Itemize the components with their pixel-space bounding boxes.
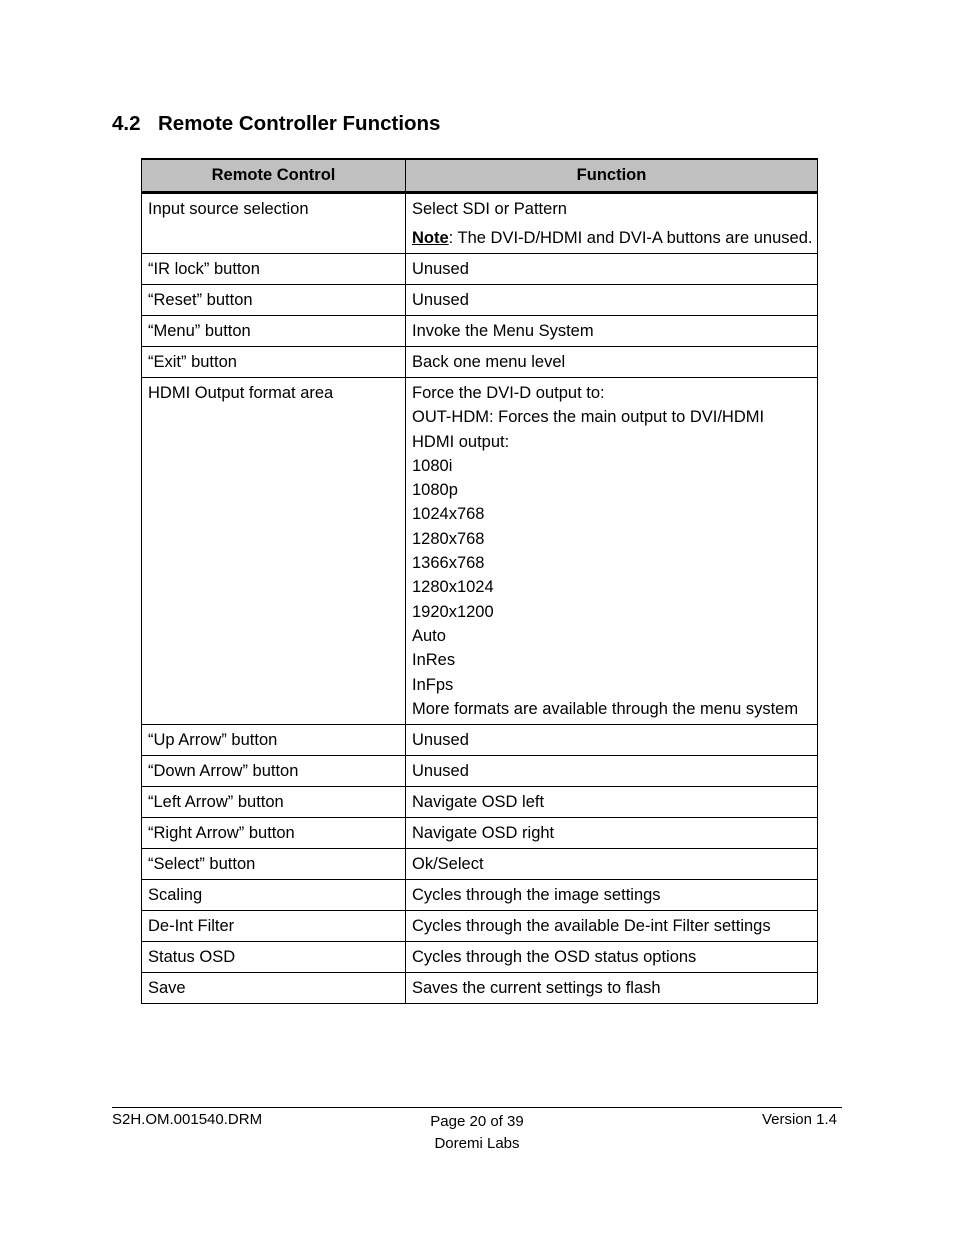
footer-version: Version 1.4 bbox=[761, 1111, 837, 1128]
hdmi-format-line: 1280x768 bbox=[412, 529, 485, 548]
cell-function: Navigate OSD right bbox=[406, 817, 818, 848]
cell-control: HDMI Output format area bbox=[142, 378, 406, 725]
hdmi-format-line: Auto bbox=[412, 626, 446, 645]
cell-function: Cycles through the image settings bbox=[406, 879, 818, 910]
table-row bbox=[142, 848, 818, 879]
table-row bbox=[142, 316, 818, 347]
table-row bbox=[142, 786, 818, 817]
footer-divider bbox=[112, 1107, 842, 1108]
remote-controller-table bbox=[141, 158, 818, 1004]
header-remote-control: Remote Control bbox=[142, 159, 406, 193]
cell-control: “Reset” button bbox=[142, 285, 406, 316]
cell-control: “Exit” button bbox=[142, 347, 406, 378]
hdmi-format-line: InRes bbox=[412, 651, 456, 670]
note-text: : The DVI-D/HDMI and DVI-A buttons are unused. bbox=[448, 229, 813, 247]
cell-function: Unused bbox=[406, 254, 818, 285]
hdmi-format-line: 1024x768 bbox=[412, 505, 485, 524]
cell-control: De-Int Filter bbox=[142, 910, 406, 941]
cell-control: Status OSD bbox=[142, 941, 406, 972]
cell-control: Scaling bbox=[142, 879, 406, 910]
hdmi-format-line: Force the DVI-D output to: bbox=[412, 384, 605, 402]
table-row bbox=[142, 285, 818, 316]
cell-function bbox=[406, 378, 818, 725]
cell-function: Unused bbox=[406, 724, 818, 755]
note-label: Note bbox=[412, 229, 449, 247]
hdmi-format-line: 1920x1200 bbox=[412, 602, 494, 621]
table-row bbox=[142, 254, 818, 285]
cell-control: “IR lock” button bbox=[142, 254, 406, 285]
cell-function: Ok/Select bbox=[406, 848, 818, 879]
cell-control: “Menu” button bbox=[142, 316, 406, 347]
cell-function: Invoke the Menu System bbox=[406, 316, 818, 347]
cell-function: Back one menu level bbox=[406, 347, 818, 378]
table-header-row bbox=[142, 159, 818, 193]
table-row bbox=[142, 193, 818, 254]
cell-function bbox=[406, 193, 818, 254]
cell-function: Unused bbox=[406, 755, 818, 786]
cell-function: Cycles through the OSD status options bbox=[406, 941, 818, 972]
function-text: Select SDI or Pattern bbox=[412, 200, 567, 218]
cell-control: “Right Arrow” button bbox=[142, 817, 406, 848]
footer-doc-id: S2H.OM.001540.DRM bbox=[112, 1111, 263, 1128]
table-row bbox=[142, 879, 818, 910]
section-number: 4.2 bbox=[112, 112, 141, 135]
table-row bbox=[142, 347, 818, 378]
hdmi-format-line: 1366x768 bbox=[412, 554, 485, 573]
table-row bbox=[142, 755, 818, 786]
hdmi-format-line: More formats are available through the menu system bbox=[412, 699, 799, 718]
section-heading bbox=[112, 112, 440, 136]
footer-center bbox=[377, 1111, 577, 1155]
cell-function: Cycles through the available De-int Filter settings bbox=[406, 910, 818, 941]
cell-function: Navigate OSD left bbox=[406, 786, 818, 817]
cell-control: “Left Arrow” button bbox=[142, 786, 406, 817]
table-row bbox=[142, 910, 818, 941]
hdmi-format-line: HDMI output: bbox=[412, 432, 510, 451]
footer-company: Doremi Labs bbox=[434, 1135, 520, 1152]
cell-function: Unused bbox=[406, 285, 818, 316]
header-function: Function bbox=[406, 159, 818, 193]
table-row bbox=[142, 941, 818, 972]
cell-control: Input source selection bbox=[142, 193, 406, 254]
cell-control: Save bbox=[142, 972, 406, 1003]
footer-page-number: Page 20 of 39 bbox=[430, 1113, 524, 1130]
table-row bbox=[142, 972, 818, 1003]
hdmi-format-line: InFps bbox=[412, 675, 454, 694]
note-paragraph bbox=[412, 229, 817, 248]
hdmi-format-line: OUT-HDM: Forces the main output to DVI/HDMI bbox=[412, 408, 765, 427]
cell-control: “Up Arrow” button bbox=[142, 724, 406, 755]
section-title: Remote Controller Functions bbox=[158, 112, 441, 135]
hdmi-format-line: 1280x1024 bbox=[412, 578, 494, 597]
cell-control: “Select” button bbox=[142, 848, 406, 879]
cell-control: “Down Arrow” button bbox=[142, 755, 406, 786]
cell-function: Saves the current settings to flash bbox=[406, 972, 818, 1003]
table-row bbox=[142, 378, 818, 725]
hdmi-format-line: 1080i bbox=[412, 456, 453, 475]
table-row bbox=[142, 817, 818, 848]
hdmi-format-line: 1080p bbox=[412, 481, 458, 500]
table-row bbox=[142, 724, 818, 755]
